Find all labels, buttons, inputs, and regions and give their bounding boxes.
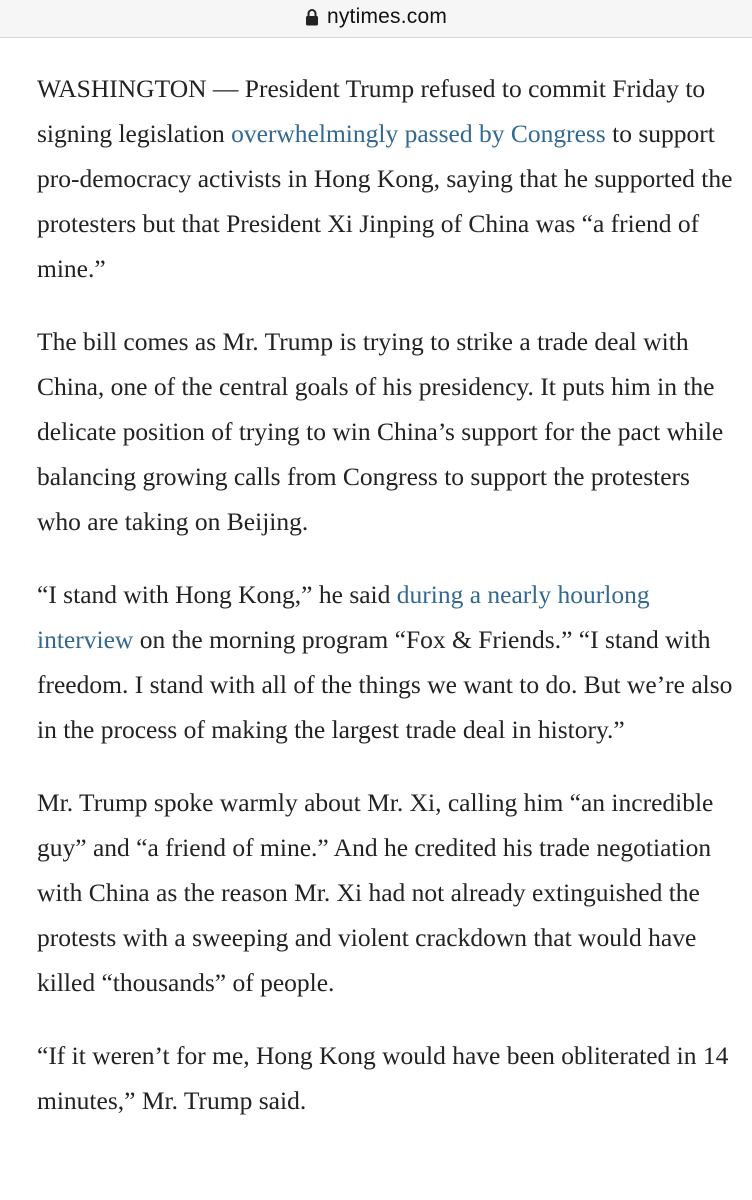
- link-hourlong-interview[interactable]: during a nearly hourlong interview: [37, 580, 650, 654]
- lock-icon: [305, 8, 319, 26]
- article-body: [37, 66, 737, 1151]
- paragraph-text: “I stand with Hong Kong,” he said: [37, 580, 397, 609]
- address-bar-content: [305, 5, 447, 29]
- paragraph-text: WASHINGTON — President Trump refused to commit Friday to signing legislation: [37, 74, 706, 148]
- url-domain: nytimes.com: [326, 4, 448, 28]
- article-paragraph-1: [37, 66, 737, 291]
- article-paragraph-4: Mr. Trump spoke warmly about Mr. Xi, calling him “an incredible guy” and “a friend of mine.” And he credited his trade negotiation with China as the reason Mr. Xi had not already extinguished the protests with a sweeping and violent crackdown that would have killed “thousands” of people.: [37, 788, 714, 997]
- browser-address-bar[interactable]: [0, 0, 752, 38]
- link-overwhelmingly-passed[interactable]: overwhelmingly passed by Congress: [231, 119, 606, 148]
- article-paragraph-5: “If it weren’t for me, Hong Kong would have been obliterated in 14 minutes,” Mr. Trump said.: [37, 1041, 729, 1115]
- article-paragraph-3: [37, 572, 737, 752]
- article-paragraph-2: The bill comes as Mr. Trump is trying to strike a trade deal with China, one of the central goals of his presidency. It puts him in the delicate position of trying to win China’s support for the pact while balancing growing calls from Congress to support the protesters who are taking on Beijing.: [37, 327, 724, 536]
- paragraph-text: to support pro-democracy activists in Hong Kong, saying that he supported the protesters but that President Xi Jinping of China was “a friend of mine.”: [37, 119, 733, 283]
- paragraph-text: on the morning program “Fox & Friends.” “I stand with freedom. I stand with all of the things we want to do. But we’re also in the process of making the largest trade deal in history.”: [37, 625, 733, 744]
